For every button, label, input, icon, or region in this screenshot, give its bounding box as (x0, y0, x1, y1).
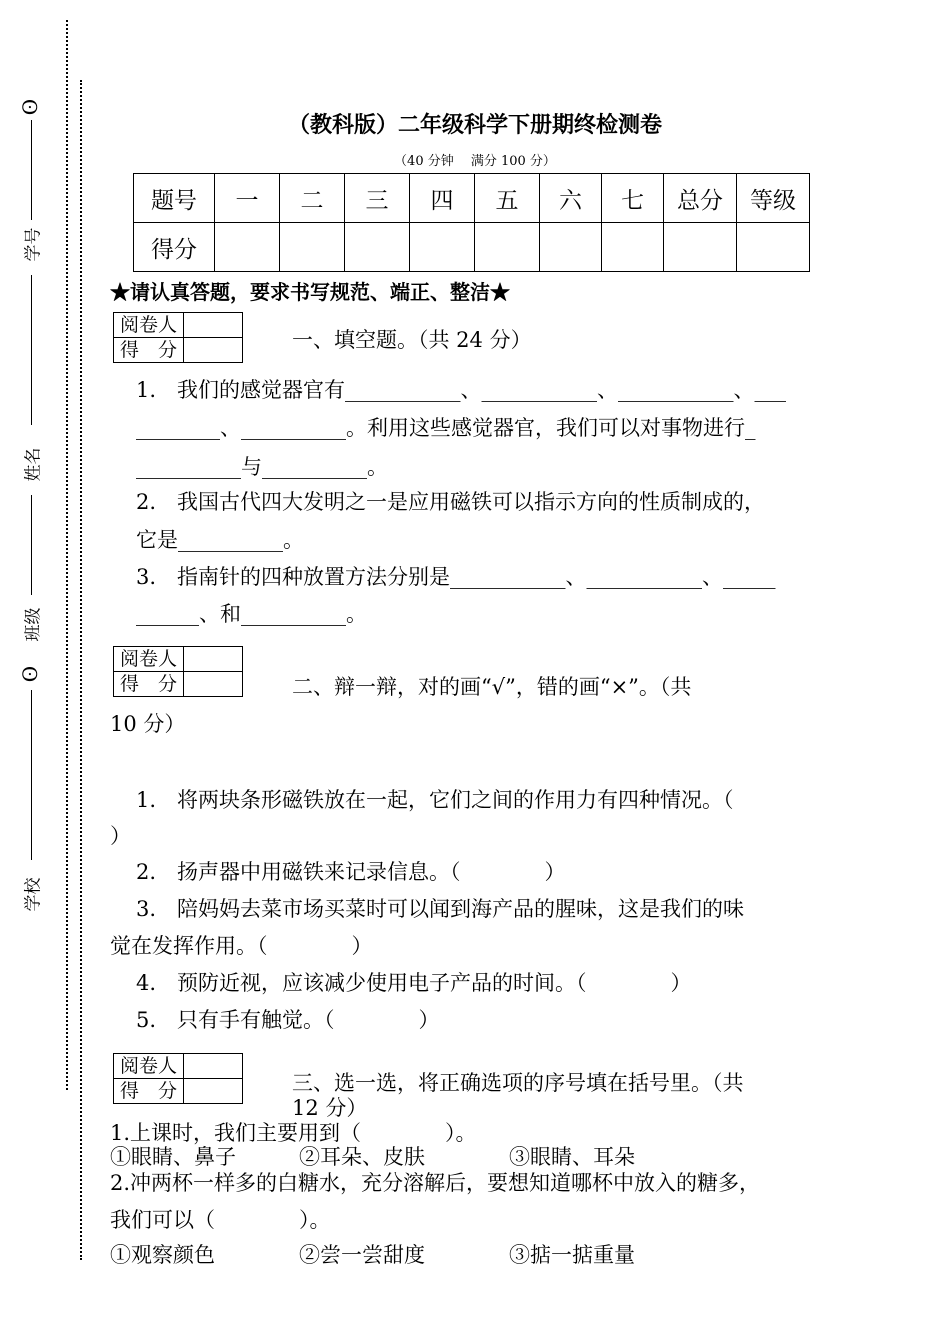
grader-blank (184, 647, 243, 672)
side-rule (31, 495, 32, 595)
grader-blank (184, 672, 243, 697)
score-table-cell: 五 (475, 174, 540, 223)
score-table-cell: 等级 (737, 174, 810, 223)
question-line: 我们可以（ ）。 (110, 1208, 331, 1232)
score-table-blank-cell (345, 223, 410, 272)
question-line: __________与__________。 (136, 455, 388, 479)
question-line: ______、和__________。 (136, 602, 367, 626)
section-1-title: 一、填空题。（共 24 分） (292, 328, 532, 352)
question-line: ） (110, 824, 131, 848)
question-line: 1. 将两块条形磁铁放在一起，它们之间的作用力有四种情况。（ (136, 788, 734, 812)
binding-dotted-line-inner (80, 80, 82, 1260)
score-table-score-row (134, 223, 810, 272)
grader-label: 阅卷人 (114, 647, 184, 672)
score-table-cell: 二 (280, 174, 345, 223)
question-line: 觉在发挥作用。（ ） (110, 934, 373, 958)
grader-blank (184, 1079, 243, 1104)
grader-score-label: 得 分 (114, 1079, 184, 1104)
score-table-blank-cell (602, 223, 664, 272)
binding-loop-icon: ʘ (18, 98, 43, 116)
question-line: 它是__________。 (136, 528, 304, 552)
score-table-blank-cell (664, 223, 737, 272)
question-line: ________、__________。利用这些感觉器官，我们可以对事物进行_ (136, 416, 756, 440)
grader-blank (184, 1054, 243, 1079)
score-table-cell: 七 (602, 174, 664, 223)
score-table-cell: 四 (410, 174, 475, 223)
score-table-blank-cell (737, 223, 810, 272)
score-table (133, 173, 810, 272)
side-label-name: 姓名 (23, 447, 44, 482)
side-label-student-id: 学号 (23, 227, 44, 262)
page-subtitle: （40 分钟 满分 100 分） (394, 154, 556, 169)
grader-box (113, 312, 243, 363)
section-2-title-cont: 10 分） (110, 712, 186, 736)
side-rule (31, 275, 32, 425)
question-line: 3. 指南针的四种放置方法分别是___________、___________、_____ (136, 565, 776, 589)
grader-score-label: 得 分 (114, 338, 184, 363)
section-2-title: 二、辩一辩，对的画“√”，错的画“×”。（共 (292, 675, 692, 699)
grader-score-label: 得 分 (114, 672, 184, 697)
question-line: 3. 陪妈妈去菜市场买菜时可以闻到海产品的腥味，这是我们的味 (136, 897, 745, 921)
question-line: 4. 预防近视，应该减少使用电子产品的时间。（ ） (136, 971, 692, 995)
binding-loop-icon: ʘ (18, 665, 43, 683)
grader-box (113, 646, 243, 697)
side-label-school: 学校 (23, 877, 44, 912)
score-table-blank-cell (475, 223, 540, 272)
question-line: 5. 只有手有触觉。（ ） (136, 1008, 440, 1032)
binding-dotted-line (66, 20, 68, 1090)
grader-blank (184, 313, 243, 338)
question-line: 2. 我国古代四大发明之一是应用磁铁可以指示方向的性质制成的， (136, 490, 766, 514)
score-table-cell: 一 (215, 174, 280, 223)
score-table-cell: 总分 (664, 174, 737, 223)
question-line: 1. 我们的感觉器官有___________、___________、___________、___ (136, 378, 787, 402)
score-table-cell: 得分 (134, 223, 215, 272)
grader-box (113, 1053, 243, 1104)
notice-line: ★请认真答题，要求书写规范、端正、整洁★ (110, 280, 510, 304)
score-table-cell: 六 (540, 174, 602, 223)
grader-blank (184, 338, 243, 363)
score-table-blank-cell (280, 223, 345, 272)
section-3-title: 三、选一选，将正确选项的序号填在括号里。（共 (292, 1071, 744, 1095)
grader-label: 阅卷人 (114, 313, 184, 338)
grader-label: 阅卷人 (114, 1054, 184, 1079)
score-table-cell: 题号 (134, 174, 215, 223)
score-table-blank-cell (215, 223, 280, 272)
question-line: 2.冲两杯一样多的白糖水，充分溶解后，要想知道哪杯中放入的糖多， (110, 1171, 761, 1195)
score-table-blank-cell (540, 223, 602, 272)
question-line: 1.上课时，我们主要用到（ ）。 (110, 1121, 477, 1145)
side-label-class: 班级 (23, 607, 44, 642)
page-title: （教科版）二年级科学下册期终检测卷 (287, 112, 662, 138)
score-table-blank-cell (410, 223, 475, 272)
option-line: ①观察颜色 ②尝一尝甜度 ③掂一掂重量 (110, 1243, 635, 1267)
section-3-title-cont: 12 分） (292, 1096, 368, 1120)
side-rule (31, 690, 32, 860)
question-line: 2. 扬声器中用磁铁来记录信息。（ ） (136, 860, 566, 884)
score-table-header-row (134, 174, 810, 223)
option-line: ①眼睛、鼻子 ②耳朵、皮肤 ③眼睛、耳朵 (110, 1145, 635, 1169)
score-table-cell: 三 (345, 174, 410, 223)
